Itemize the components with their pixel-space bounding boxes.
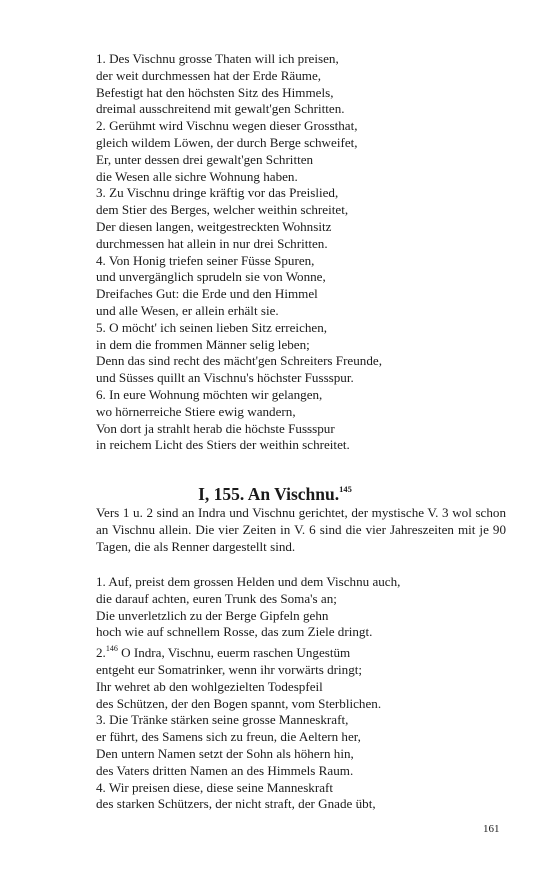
verse-line: dem Stier des Berges, welcher weithin schreitet,	[96, 202, 349, 218]
verse-line: die darauf achten, euren Trunk des Soma's an;	[96, 590, 337, 606]
verse-line: er führt, des Samens sich zu freun, die Aeltern her,	[96, 729, 361, 745]
heading-text: I, 155. An Vischnu.	[198, 484, 340, 504]
verse-line: und alle Wesen, er allein erhält sie.	[96, 302, 279, 318]
verse-line: 5. O möcht' ich seinen lieben Sitz erreichen,	[96, 319, 328, 335]
verse-line: in reichem Licht des Stiers der weithin schreitet.	[96, 437, 350, 453]
verse-line: Den untern Namen setzt der Sohn als höhern hin,	[96, 745, 354, 761]
verse-line: Die unverletzlich zu der Berge Gipfeln gehn	[96, 607, 329, 623]
verse-line: Er, unter dessen drei gewalt'gen Schritten	[96, 151, 314, 167]
hymn-verses-first	[96, 51, 516, 454]
verse-line: entgeht eur Somatrinker, wenn ihr vorwärts dringt;	[96, 661, 363, 677]
verse-line: der weit durchmessen hat der Erde Räume,	[96, 67, 322, 83]
verse-line: und Süsses quillt an Vischnu's höchster Fussspur.	[96, 370, 354, 386]
verse-line: 4. Von Honig triefen seiner Füsse Spuren,	[96, 252, 315, 268]
footnote-marker: 146	[105, 644, 118, 654]
verse-line: die Wesen alle sichre Wohnung haben.	[96, 168, 298, 184]
verse-line: Denn das sind recht des mächt'gen Schreiters Freunde,	[96, 353, 382, 369]
verse-line-with-footnote	[96, 641, 516, 662]
verse-line: durchmessen hat allein in nur drei Schritten.	[96, 235, 328, 251]
verse-line: Der diesen langen, weitgestreckten Wohnsitz	[96, 218, 332, 234]
verse-line: und unvergänglich sprudeln sie von Wonne,	[96, 269, 326, 285]
verse-line: hoch wie auf schnellem Rosse, das zum Ziele dringt.	[96, 624, 373, 640]
verse-line: Dreifaches Gut: die Erde und den Himmel	[96, 286, 318, 302]
verse-line: des Vaters dritten Namen an des Himmels Raum.	[96, 762, 354, 778]
verse-line: 2. Gerühmt wird Vischnu wegen dieser Grossthat,	[96, 118, 358, 134]
verse-number: 2.	[96, 645, 106, 661]
hymn-verses-second	[96, 574, 516, 813]
verse-line: Befestigt hat den höchsten Sitz des Himmels,	[96, 84, 334, 100]
heading-footnote-marker: 145	[339, 484, 352, 494]
verse-line: des Schützen, der den Bogen spannt, vom Sterblichen.	[96, 695, 382, 711]
verse-text: O Indra, Vischnu, euerm raschen Ungestüm	[117, 645, 351, 661]
verse-line: gleich wildem Löwen, der durch Berge schweifet,	[96, 134, 358, 150]
verse-line: des starken Schützers, der nicht straft, der Gnade übt,	[96, 796, 376, 812]
verse-line: 1. Des Vischnu grosse Thaten will ich preisen,	[96, 51, 339, 66]
verse-line: 6. In eure Wohnung möchten wir gelangen,	[96, 386, 323, 402]
verse-line: Ihr wehret ab den wohlgezielten Todespfeil	[96, 678, 323, 694]
verse-line: 3. Die Tränke stärken seine grosse Manneskraft,	[96, 712, 349, 728]
verse-line: 4. Wir preisen diese, diese seine Manneskraft	[96, 779, 334, 795]
hymn-introduction: Vers 1 u. 2 sind an Indra und Vischnu gerichtet, der mystische V. 3 wol schon an Vischnu allein. Die vier Zeiten in V. 6 sind die vier Jahreszeiten mit je 90 Tagen, die als Renner dargestellt sind.	[96, 505, 506, 554]
page-number: 161	[483, 823, 500, 835]
verse-line: Von dort ja strahlt herab die höchste Fussspur	[96, 420, 335, 436]
verse-line: dreimal ausschreitend mit gewalt'gen Schritten.	[96, 101, 345, 117]
verse-line: 1. Auf, preist dem grossen Helden und dem Vischnu auch,	[96, 574, 401, 589]
verse-line: in dem die frommen Männer selig leben;	[96, 336, 310, 352]
hymn-heading	[0, 478, 550, 505]
verse-line: wo hörnerreiche Stiere ewig wandern,	[96, 403, 296, 419]
verse-line: 3. Zu Vischnu dringe kräftig vor das Preislied,	[96, 185, 339, 201]
